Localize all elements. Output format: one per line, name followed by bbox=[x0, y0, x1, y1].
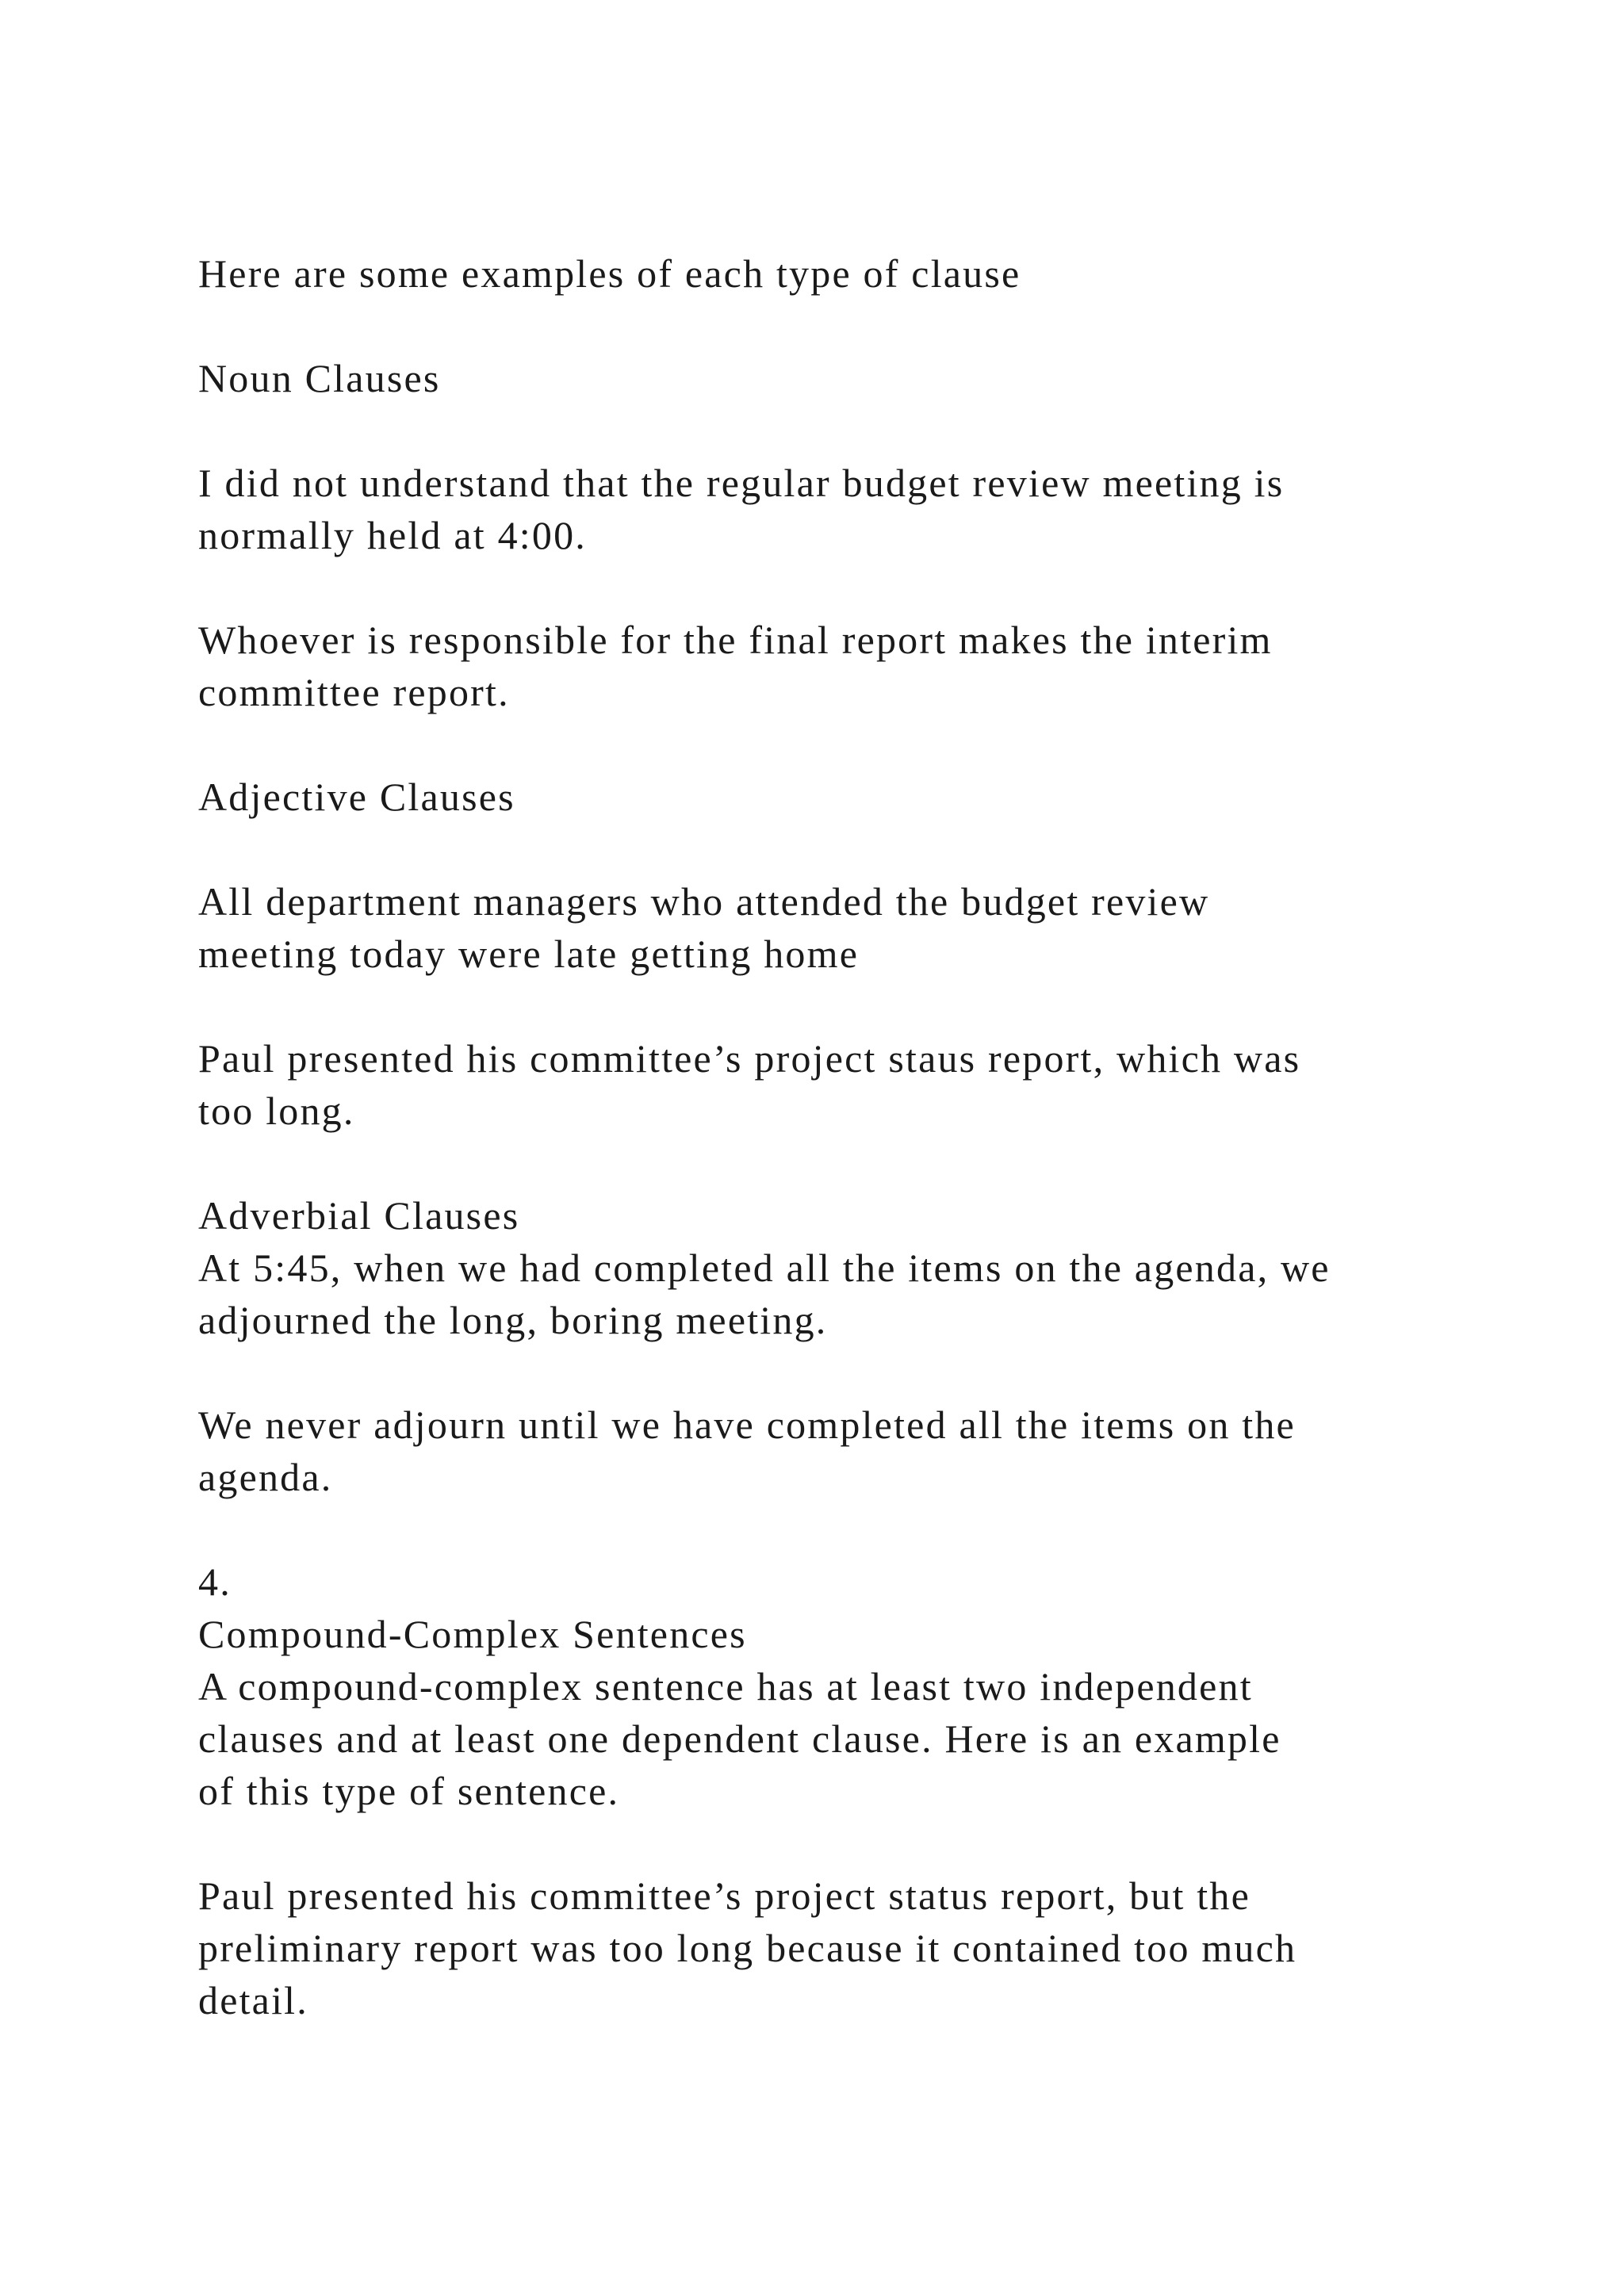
definition-line-1: A compound-complex sentence has at least two independent bbox=[198, 1664, 1253, 1709]
spacer bbox=[198, 300, 1483, 352]
noun-example-1-line-1: I did not understand that the regular budget review meeting is bbox=[198, 461, 1285, 505]
adverbial-example-2-line-2: agenda. bbox=[198, 1455, 333, 1499]
adjective-example-2 bbox=[198, 1032, 1483, 1137]
example-line-2: preliminary report was too long because it contained too much bbox=[198, 1926, 1297, 1970]
adverbial-clauses-heading: Adverbial Clauses bbox=[198, 1193, 520, 1238]
document-body bbox=[198, 247, 1483, 2026]
noun-example-1-line-2: normally held at 4:00. bbox=[198, 513, 587, 557]
adjective-example-2-line-2: too long. bbox=[198, 1089, 355, 1133]
spacer bbox=[198, 561, 1483, 614]
adjective-example-2-line-1: Paul presented his committee’s project staus report, which was bbox=[198, 1036, 1301, 1081]
spacer bbox=[198, 823, 1483, 875]
adjective-example-1 bbox=[198, 875, 1483, 980]
adverbial-example-1-line-2: adjourned the long, boring meeting. bbox=[198, 1298, 828, 1342]
spacer bbox=[198, 404, 1483, 457]
compound-complex-heading: Compound-Complex Sentences bbox=[198, 1612, 747, 1656]
spacer bbox=[198, 980, 1483, 1032]
intro-text: Here are some examples of each type of clause bbox=[198, 251, 1021, 296]
noun-example-2 bbox=[198, 614, 1483, 718]
spacer bbox=[198, 1346, 1483, 1399]
noun-example-1 bbox=[198, 457, 1483, 561]
spacer bbox=[198, 718, 1483, 771]
adverbial-example-1 bbox=[198, 1242, 1483, 1346]
adverbial-example-2-line-1: We never adjourn until we have completed all the items on the bbox=[198, 1402, 1296, 1447]
spacer bbox=[198, 1137, 1483, 1189]
compound-complex-definition bbox=[198, 1660, 1483, 1817]
adverbial-example-1-line-1: At 5:45, when we had completed all the items on the agenda, we bbox=[198, 1246, 1331, 1290]
definition-line-2: clauses and at least one dependent clause. Here is an example bbox=[198, 1716, 1281, 1761]
adverbial-example-2 bbox=[198, 1399, 1483, 1503]
spacer bbox=[198, 1817, 1483, 1869]
adjective-example-1-line-2: meeting today were late getting home bbox=[198, 932, 860, 976]
example-line-3: detail. bbox=[198, 1978, 308, 2022]
example-line-1: Paul presented his committee’s project status report, but the bbox=[198, 1873, 1251, 1918]
noun-example-2-line-2: committee report. bbox=[198, 670, 510, 714]
spacer bbox=[198, 1503, 1483, 1556]
noun-example-2-line-1: Whoever is responsible for the final report makes the interim bbox=[198, 618, 1273, 662]
adjective-example-1-line-1: All department managers who attended the budget review bbox=[198, 879, 1210, 924]
definition-line-3: of this type of sentence. bbox=[198, 1769, 620, 1813]
noun-clauses-heading: Noun Clauses bbox=[198, 356, 441, 400]
section-number: 4. bbox=[198, 1559, 232, 1604]
adjective-clauses-heading: Adjective Clauses bbox=[198, 775, 515, 819]
compound-complex-example bbox=[198, 1869, 1483, 2026]
